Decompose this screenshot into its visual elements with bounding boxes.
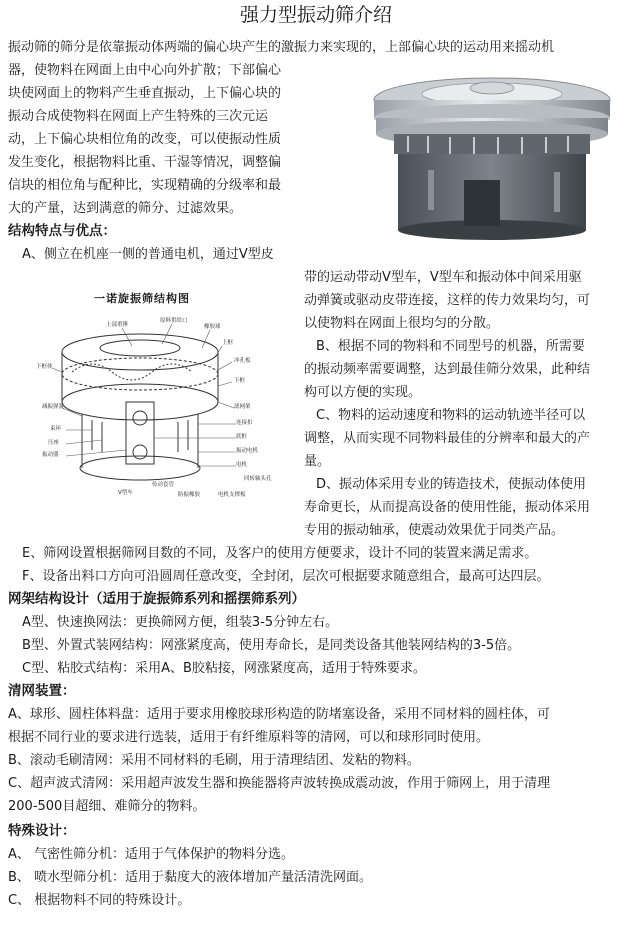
intro-line: 器，使物料在网面上由中心向外扩散；下部偏心	[8, 63, 282, 78]
special-item: B、 喷水型筛分机：适用于黏度大的液体增加产量活清洗网面。	[8, 870, 373, 885]
diagram-label: 橡胶球	[204, 324, 221, 330]
feature-line: 量。	[304, 454, 331, 469]
diagram-label: 减振弹簧	[42, 404, 65, 410]
cleaning-line: 根据不同行业的要求进行选装，适用于有纤维原料等的清网，可以和球形同时使用。	[8, 730, 490, 745]
cleaning-line: A、球形、圆柱体料盘：适用于要求用橡胶球形构造的防堵塞设备，采用不同材料的圆柱体，可	[8, 707, 550, 722]
intro-line: 块使网面上的物料产生垂直振动，上下偏心块的	[8, 86, 282, 101]
page-title: 强力型振动筛介绍	[239, 4, 392, 26]
screen-design-item: C型、粘胶式结构：采用A、B胶粘接，网涨紧度高，适用于特殊要求。	[22, 661, 426, 676]
cleaning-line: B、滚动毛刷清网：采用不同材料的毛刷，用于清理结团、发粘的物料。	[8, 753, 420, 768]
feature-line: 以使物料在网面上很均匀的分散。	[304, 316, 500, 331]
intro-line: 大的产量，达到满意的筛分、过滤效果。	[8, 201, 243, 216]
feature-e: E、筛网设置根据筛网目数的不同，及客户的使用方便要求，设计不同的装置来满足需求。	[22, 546, 538, 561]
intro-line: 发生变化，根据物料比重、干湿等情况，调整偏	[8, 155, 282, 170]
feature-line: 带的运动带动V型车，V型车和振动体中间采用驱	[304, 270, 582, 285]
screen-design-heading: 网架结构设计（适用于旋振筛系列和摇摆筛系列）	[8, 591, 305, 607]
diagram-label: 振动电机	[236, 448, 259, 454]
diagram-label: 连接扣	[236, 420, 253, 426]
screen-design-item: B型、外置式装网结构：网涨紧度高，使用寿命长，是同类设备其他装网结构的3-5倍。	[22, 638, 521, 653]
structure-diagram	[22, 290, 284, 520]
feature-f: F、设备出料口方向可沿圆周任意改变，全封闭，层次可根据要求随意组合，最高可达四层。	[22, 569, 550, 584]
diagram-label: 束环	[50, 426, 62, 432]
features-heading: 结构特点与优点：	[8, 223, 116, 239]
feature-line: 调整，从而实现不同物料最佳的分辨率和最大的产	[304, 431, 591, 446]
diagram-label: 下框体	[36, 364, 53, 370]
special-item: A、 气密性筛分机：适用于气体保护的物料分选。	[8, 847, 295, 862]
feature-line: 构可以方便的实现。	[304, 385, 422, 400]
diagram-label: 上部重锤	[106, 322, 129, 328]
diagram-label: 防振橡胶	[178, 492, 201, 498]
cleaning-line: C、超声波式清网：采用超声波发生器和换能器将声波转换成震动波，作用于筛网上，用于清理	[8, 776, 551, 791]
diagram-label: 上框	[222, 340, 234, 346]
special-heading: 特殊设计：	[8, 823, 76, 839]
special-item: C、 根据物料不同的特殊设计。	[8, 893, 191, 908]
feature-line: D、振动体采用专业的铸造技术，使振动体使用	[316, 477, 587, 492]
diagram-label: 冲孔板	[234, 358, 251, 364]
feature-line: B、根据不同的物料和不同型号的机器，所需要	[316, 339, 585, 354]
vibrating-screen-photo	[358, 60, 626, 245]
cleaning-heading: 清网装置：	[8, 683, 76, 699]
intro-line: 信块的相位角与配种比，实现精确的分级率和最	[8, 178, 282, 193]
diagram-label: 下框	[234, 378, 246, 384]
diagram-label: 振动器	[42, 452, 59, 458]
diagram-label: 电机支撑板	[218, 492, 246, 498]
diagram-label: V型车	[118, 490, 133, 496]
feature-line: 专用的振动轴承，使震动效果优于同类产品。	[304, 523, 565, 538]
feature-line: C、物料的运动速度和物料的运动轨迹半径可以	[316, 408, 586, 423]
feature-line: 的振动频率需要调整，达到最佳筛分效果，此种结	[304, 362, 591, 377]
diagram-label: 底框	[236, 434, 248, 440]
diagram-label: 滤网架	[234, 404, 251, 410]
cleaning-line: 200-500目超细、难筛分的物料。	[8, 799, 206, 814]
feature-a-line: A、侧立在机座一侧的普通电机，通过V型皮	[22, 247, 274, 262]
diagram-label: 传动套管	[152, 482, 175, 488]
diagram-drawing	[22, 290, 284, 520]
feature-line: 寿命更长，从而提高设备的使用性能，振动体采用	[304, 500, 591, 515]
diagram-label: 压座	[48, 440, 60, 446]
diagram-label: 回转轴头孔	[244, 476, 272, 482]
diagram-title: 一诺旋振筛结构图	[94, 292, 190, 305]
intro-line: 振动合成使物料在网面上产生特殊的三次元运	[8, 109, 269, 124]
screen-design-item: A型、快速换网法：更换筛网方便，组装3-5分钟左右。	[22, 615, 339, 630]
intro-line: 动，上下偏心块相位角的改变，可以使振动性质	[8, 132, 282, 147]
diagram-label: 电机	[236, 462, 248, 468]
feature-line: 动弹簧或驱动皮带连接，这样的传力效果均匀，可	[304, 293, 591, 308]
intro-line: 振动筛的筛分是依靠振动体两端的偏心块产生的激振力来实现的，上部偏心块的运动用来摇动机	[8, 40, 555, 55]
diagram-label: 原料供给口	[160, 318, 188, 324]
